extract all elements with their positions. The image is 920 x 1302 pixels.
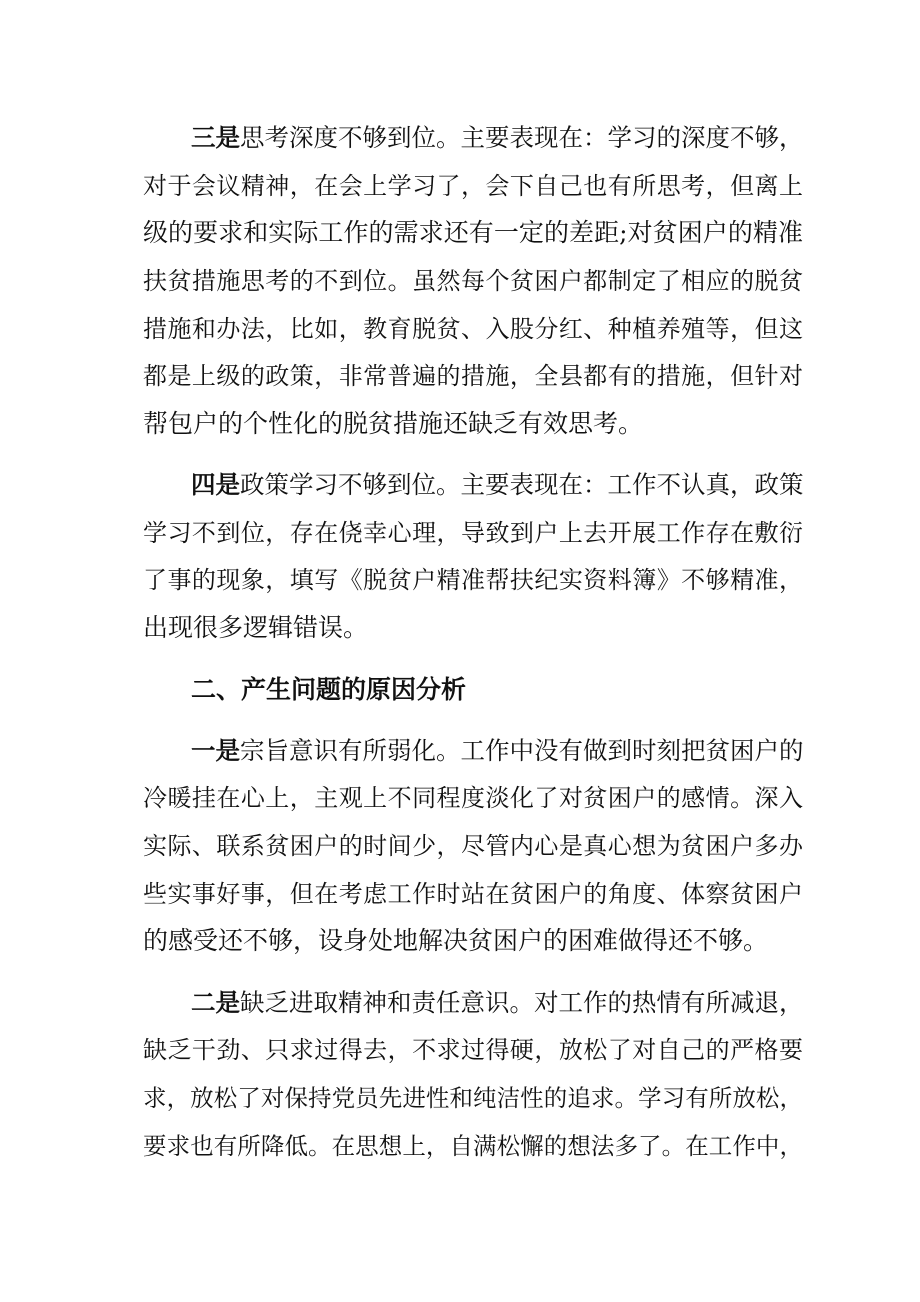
paragraph-1-line-5: 措施和办法，比如，教育脱贫、入股分红、种植养殖等，但这 <box>143 315 803 343</box>
paragraph-4-line-3: 求，放松了对保持党员先进性和纯洁性的追求。学习有所放松， <box>143 1084 803 1112</box>
paragraph-1-line-1 <box>191 121 803 155</box>
paragraph-1-line-6: 都是上级的政策，非常普遍的措施，全县都有的措施，但针对 <box>143 362 803 390</box>
paragraph-3-line-4: 些实事好事，但在考虑工作时站在贫困户的角度、体察贫困户 <box>143 880 803 908</box>
paragraph-2-line-3: 了事的现象，填写《脱贫户精准帮扶纪实资料簿》不够精准， <box>143 566 803 594</box>
paragraph-4-line-1 <box>191 986 803 1020</box>
paragraph-3-line-1 <box>191 734 803 768</box>
paragraph-4-line-1-text: 缺乏进取精神和责任意识。对工作的热情有所减退， <box>240 988 804 1017</box>
paragraph-4-line-4: 要求也有所降低。在思想上，自满松懈的想法多了。在工作中， <box>143 1132 803 1160</box>
paragraph-2-line-1 <box>191 468 803 502</box>
paragraph-1-line-2: 对于会议精神，在会上学习了，会下自己也有所思考，但离上 <box>143 172 803 200</box>
paragraph-1-line-7: 帮包户的个性化的脱贫措施还缺乏有效思考。 <box>143 409 644 438</box>
paragraph-2-line-4: 出现很多逻辑错误。 <box>143 613 369 642</box>
paragraph-3-line-2: 冷暖挂在心上，主观上不同程度淡化了对贫困户的感情。深入 <box>143 784 803 812</box>
paragraph-2-line-2: 学习不到位，存在侥幸心理，导致到户上去开展工作存在敷衍 <box>143 519 803 547</box>
paragraph-1-line-1-text: 思考深度不够到位。主要表现在：学习的深度不够， <box>240 123 804 152</box>
paragraph-2-line-1-text: 政策学习不够到位。主要表现在：工作不认真，政策 <box>240 470 804 499</box>
paragraph-1-lead: 三是 <box>191 123 240 152</box>
paragraph-1-line-3: 级的要求和实际工作的需求还有一定的差距;对贫困户的精准 <box>143 218 803 247</box>
paragraph-4-line-2: 缺乏干劲、只求过得去，不求过得硬，放松了对自己的严格要 <box>143 1036 803 1064</box>
paragraph-3-line-1-text: 宗旨意识有所弱化。工作中没有做到时刻把贫困户的 <box>240 736 804 765</box>
paragraph-3-line-3: 实际、联系贫困户的时间少，尽管内心是真心想为贫困户多办 <box>143 832 803 860</box>
section-heading: 二、产生问题的原因分析 <box>191 675 467 704</box>
paragraph-4-lead: 二是 <box>191 988 240 1017</box>
paragraph-3-lead: 一是 <box>191 736 240 765</box>
paragraph-3-line-5: 的感受还不够，设身处地解决贫困户的困难做得还不够。 <box>143 926 769 955</box>
paragraph-2-lead: 四是 <box>191 470 240 499</box>
paragraph-1-line-4: 扶贫措施思考的不到位。虽然每个贫困户都制定了相应的脱贫 <box>143 267 803 295</box>
